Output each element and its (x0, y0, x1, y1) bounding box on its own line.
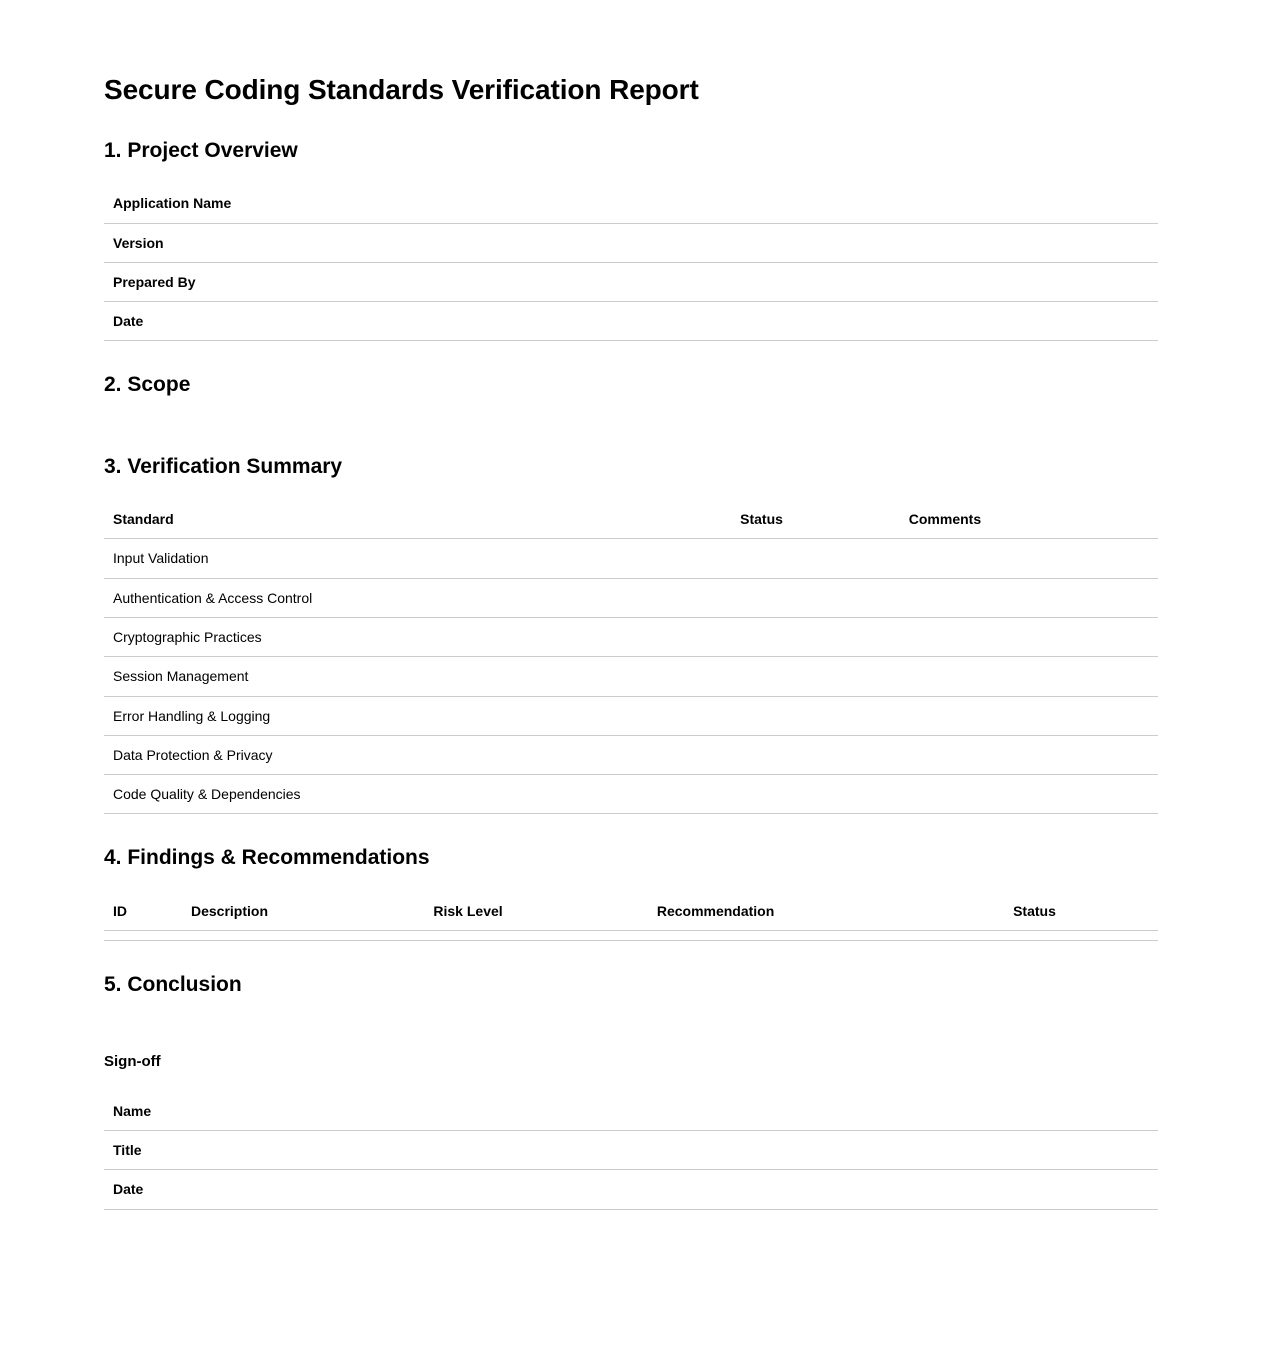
cell-comments[interactable] (900, 775, 1158, 814)
table-row (104, 302, 1158, 341)
section-heading-findings: 4. Findings & Recommendations (104, 846, 430, 870)
cell-status[interactable] (731, 617, 900, 656)
cell-risk-level[interactable] (424, 931, 647, 941)
column-header-recommendation: Recommendation (648, 892, 1004, 931)
table-row (104, 578, 1158, 617)
column-header-status: Status (1004, 892, 1158, 931)
field-label-signoff-date: Date (104, 1170, 715, 1209)
cell-standard: Data Protection & Privacy (104, 735, 731, 774)
cell-comments[interactable] (900, 617, 1158, 656)
table-row (104, 223, 1158, 262)
cell-comments[interactable] (900, 735, 1158, 774)
field-label-version: Version (104, 223, 715, 262)
field-value-signoff-name[interactable] (715, 1092, 1158, 1131)
table-row (104, 931, 1158, 941)
table-row (104, 184, 1158, 223)
cell-status[interactable] (731, 775, 900, 814)
column-header-description: Description (182, 892, 424, 931)
cell-standard: Input Validation (104, 539, 731, 578)
section-heading-verification-summary: 3. Verification Summary (104, 454, 343, 478)
document-title: Secure Coding Standards Verification Report (104, 74, 699, 105)
verification-summary-table (104, 500, 1158, 814)
table-row (104, 617, 1158, 656)
signoff-table (104, 1092, 1158, 1210)
cell-comments[interactable] (900, 657, 1158, 696)
cell-standard: Error Handling & Logging (104, 696, 731, 735)
table-row (104, 1131, 1158, 1170)
cell-standard: Cryptographic Practices (104, 617, 731, 656)
field-label-application-name: Application Name (104, 184, 715, 223)
findings-table (104, 892, 1158, 941)
field-label-signoff-name: Name (104, 1092, 715, 1131)
cell-comments[interactable] (900, 696, 1158, 735)
section-heading-conclusion: 5. Conclusion (104, 973, 242, 997)
column-header-risk-level: Risk Level (424, 892, 647, 931)
table-row (104, 775, 1158, 814)
cell-id[interactable] (104, 931, 182, 941)
cell-standard: Authentication & Access Control (104, 578, 731, 617)
cell-status[interactable] (731, 539, 900, 578)
project-overview-table (104, 184, 1158, 341)
table-row (104, 262, 1158, 301)
section-heading-project-overview: 1. Project Overview (104, 139, 298, 162)
subheading-signoff: Sign-off (104, 1053, 161, 1071)
table-row (104, 1092, 1158, 1131)
field-label-signoff-title: Title (104, 1131, 715, 1170)
field-value-signoff-date[interactable] (715, 1170, 1158, 1209)
cell-recommendation[interactable] (648, 931, 1004, 941)
field-value-application-name[interactable] (715, 184, 1158, 223)
cell-comments[interactable] (900, 578, 1158, 617)
cell-comments[interactable] (900, 539, 1158, 578)
table-row (104, 696, 1158, 735)
cell-standard: Session Management (104, 657, 731, 696)
cell-status[interactable] (731, 735, 900, 774)
column-header-comments: Comments (900, 500, 1158, 539)
column-header-status: Status (731, 500, 900, 539)
field-value-prepared-by[interactable] (715, 262, 1158, 301)
table-row (104, 1170, 1158, 1209)
cell-status[interactable] (731, 696, 900, 735)
column-header-standard: Standard (104, 500, 731, 539)
column-header-id: ID (104, 892, 182, 931)
field-value-version[interactable] (715, 223, 1158, 262)
table-header-row (104, 892, 1158, 931)
table-row (104, 735, 1158, 774)
field-label-prepared-by: Prepared By (104, 262, 715, 301)
scope-body-text[interactable] (104, 409, 1158, 423)
conclusion-body-text[interactable] (104, 1008, 1158, 1022)
table-row (104, 539, 1158, 578)
table-row (104, 657, 1158, 696)
cell-status[interactable] (1004, 931, 1158, 941)
table-header-row (104, 500, 1158, 539)
cell-standard: Code Quality & Dependencies (104, 775, 731, 814)
field-value-signoff-title[interactable] (715, 1131, 1158, 1170)
cell-description[interactable] (182, 931, 424, 941)
cell-status[interactable] (731, 578, 900, 617)
cell-status[interactable] (731, 657, 900, 696)
section-heading-scope: 2. Scope (104, 373, 191, 397)
field-value-date[interactable] (715, 302, 1158, 341)
field-label-date: Date (104, 302, 715, 341)
